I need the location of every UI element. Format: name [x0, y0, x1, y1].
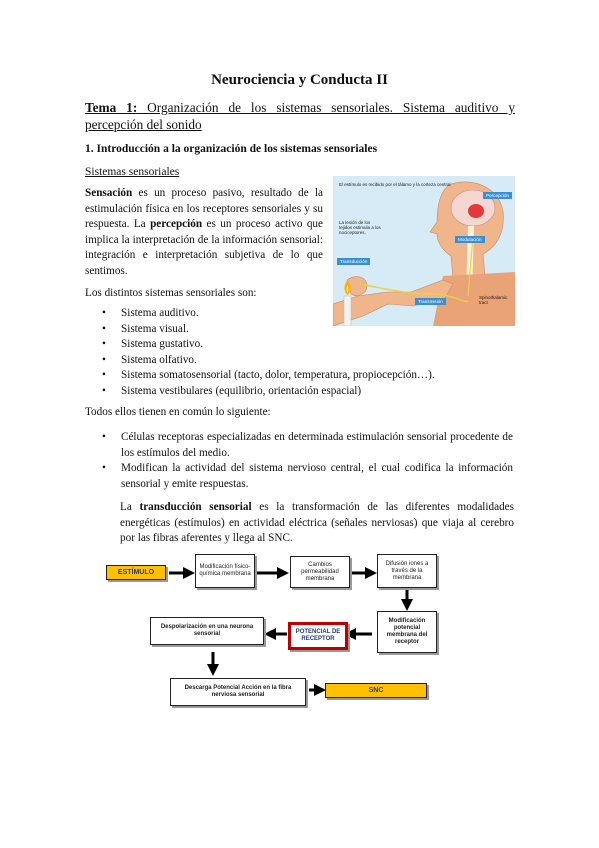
figure-caption-left: La lesión de los tejidos estimula a los nociceptores.: [339, 220, 381, 235]
flow-box-snc: SNC: [325, 683, 427, 698]
paragraph-text: es la transformación de las diferentes modalidades energéticas (estímulos) en actividad eléctrica (señales nerviosas) que viaja al cerebro por las fibras aferentes y llega al SNC.: [120, 501, 514, 544]
term-sensacion: Sensación: [85, 187, 133, 199]
label-transmision: Transmisión: [415, 298, 446, 305]
paragraph-text: La: [120, 501, 140, 513]
label-transduccion: Transducción: [337, 258, 370, 265]
flow-box-despolarizacion: Despolarización en una neurona sensorial: [150, 617, 264, 645]
paragraph-text: es un proceso pasivo, resultado de la estimulación física en los receptores sensoriales y su respuesta. La: [85, 187, 323, 230]
topic-label: Tema 1:: [85, 100, 138, 115]
list-item: • Modifican la actividad del sistema nervioso central, el cual codifica la información sensorial y emite respuestas.: [85, 461, 513, 492]
paragraph-systems-intro: Los distintos sistemas sensoriales son:: [85, 287, 257, 299]
list-item: • Sistema visual.: [85, 322, 505, 338]
flow-box-modificacion-fisicoquimica: Modificación físico-química membrana: [195, 554, 255, 588]
subsection-heading: Sistemas sensoriales: [85, 166, 180, 178]
figure-caption-top: El estímulo es recibido por el tálamo y la corteza central: [339, 182, 451, 187]
list-item: • Sistema auditivo.: [85, 306, 505, 322]
paragraph-common: Todos ellos tienen en común lo siguiente:: [85, 406, 271, 418]
term-transduccion: transducción sensorial: [139, 501, 252, 513]
list-item: • Sistema vestibulares (equilibrio, orientación espacial): [85, 384, 505, 400]
flow-box-cambios-permeabilidad: Cambios permeabilidad membrana: [290, 556, 350, 588]
document-title: Neurociencia y Conducta II: [211, 72, 388, 88]
label-modulacion: Modulación: [455, 236, 485, 243]
label-percepcion: Percepción: [483, 192, 512, 199]
term-percepcion: percepción: [150, 218, 203, 230]
topic-text: Organización de los sistemas sensoriales. Sistema auditivo y percepción del sonido: [85, 100, 515, 132]
flow-box-estimulo: ESTÍMULO: [106, 565, 166, 580]
list-item: • Células receptoras especializadas en determinada estimulación sensorial procedente de los estímulos del medio.: [85, 430, 513, 461]
flow-box-potencial-receptor: POTENCIAL DE RECEPTOR: [288, 622, 348, 650]
flow-box-difusion-iones: Difusión iones a través de la membrana: [377, 554, 437, 588]
paragraph-text: es un proceso activo que implica la interpretación de la información sensorial: integración e interpretación subjetiva de lo que sentimos.: [85, 218, 323, 277]
flow-box-modificacion-potencial: Modificación potencial membrana del receptor: [377, 611, 437, 653]
list-item: • Sistema somatosensorial (tacto, dolor, temperatura, propiocepción…).: [85, 368, 505, 384]
flow-box-descarga-potencial: Descarga Potencial Acción en la fibra nerviosa sensorial: [170, 678, 306, 706]
list-item: • Sistema olfativo.: [85, 353, 505, 369]
section-heading: 1. Introducción a la organización de los sistemas sensoriales: [85, 143, 378, 155]
label-spinothalamic: Spinothalamic tract: [479, 295, 508, 305]
list-item: • Sistema gustativo.: [85, 337, 505, 353]
